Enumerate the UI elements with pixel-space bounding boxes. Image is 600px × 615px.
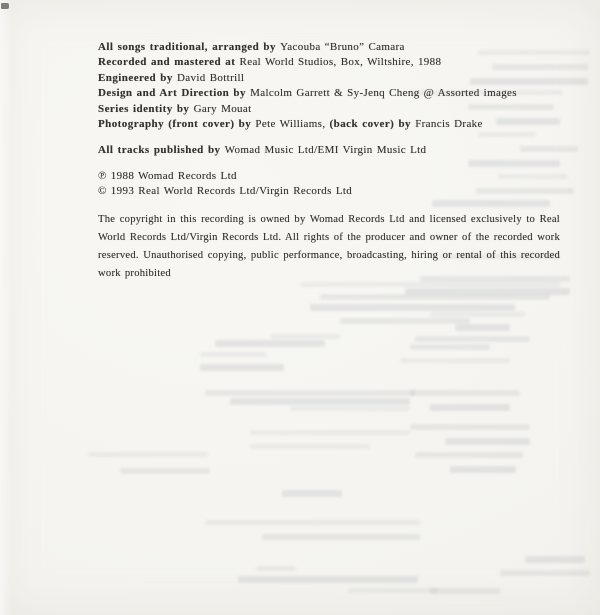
bleed-through-line — [310, 304, 515, 311]
bleed-through-line — [262, 534, 420, 540]
bleed-through-line — [415, 452, 523, 458]
bleed-through-line — [410, 424, 530, 430]
rights-line: © 1993 Real World Records Ltd/Virgin Records Ltd — [98, 185, 353, 198]
bleed-through-line — [200, 352, 266, 357]
bleed-through-line — [430, 588, 500, 594]
bleed-through-line — [205, 390, 415, 396]
bleed-through-line — [348, 588, 438, 593]
bleed-through-line — [120, 468, 210, 474]
bleed-through-line — [320, 294, 550, 300]
credits-block — [98, 40, 560, 283]
bleed-through-line — [525, 556, 585, 563]
bleed-through-line — [282, 490, 342, 497]
bleed-through-line — [200, 364, 284, 371]
credit-line: Engineered by David Bottrill — [98, 71, 245, 84]
bleed-through-line — [238, 576, 418, 583]
bleed-through-line — [290, 406, 410, 411]
scan-artifact — [1, 3, 9, 9]
bleed-through-line — [410, 344, 490, 350]
credits-lines — [98, 40, 560, 132]
bleed-through-line — [270, 334, 340, 339]
bleed-through-line — [88, 452, 208, 457]
bleed-through-line — [430, 404, 510, 411]
bleed-through-line — [455, 324, 510, 331]
publishing-line-text: All tracks published by Womad Music Ltd/EMI Virgin Music Ltd — [98, 144, 427, 157]
bleed-through-line — [250, 444, 370, 449]
bleed-through-line — [400, 358, 510, 363]
bleed-through-line — [500, 570, 590, 576]
bleed-through-line — [405, 288, 570, 295]
bleed-through-line — [445, 438, 530, 445]
rights-line: ℗ 1988 Womad Records Ltd — [98, 169, 237, 182]
bleed-through-line — [205, 520, 420, 525]
legal-paragraph: The copyright in this recording is owned by Womad Records Ltd and licensed exclusively to Real World Records Ltd/Virgin Records Ltd. All rights of the producer and owner of the recorded work reserved. Unauthorised copying, public performance, broadcasting, hiring or rental of this recorded work prohibited — [98, 213, 560, 280]
bleed-through-line — [215, 340, 325, 347]
credit-line: Recorded and mastered at Real World Studios, Box, Wiltshire, 1988 — [98, 56, 442, 69]
publishing-line — [98, 143, 560, 158]
bleed-through-line — [415, 336, 530, 342]
copyright-lines — [98, 169, 560, 200]
bleed-through-line — [450, 466, 516, 473]
credit-line: Series identity by Gary Mouat — [98, 102, 252, 115]
credit-line: Design and Art Direction by Malcolm Garrett & Sy-Jenq Cheng @ Assorted images — [98, 87, 517, 100]
bleed-through-line — [430, 312, 525, 317]
bleed-through-line — [410, 390, 520, 396]
credit-line: Photography (front cover) by Pete Williams, (back cover) by Francis Drake — [98, 118, 483, 131]
credit-line: All songs traditional, arranged by Yacouba “Bruno” Camara — [98, 41, 405, 53]
bleed-through-line — [340, 318, 470, 324]
bleed-through-line — [250, 430, 410, 435]
bleed-through-line — [230, 398, 410, 405]
bleed-through-line — [256, 566, 296, 571]
